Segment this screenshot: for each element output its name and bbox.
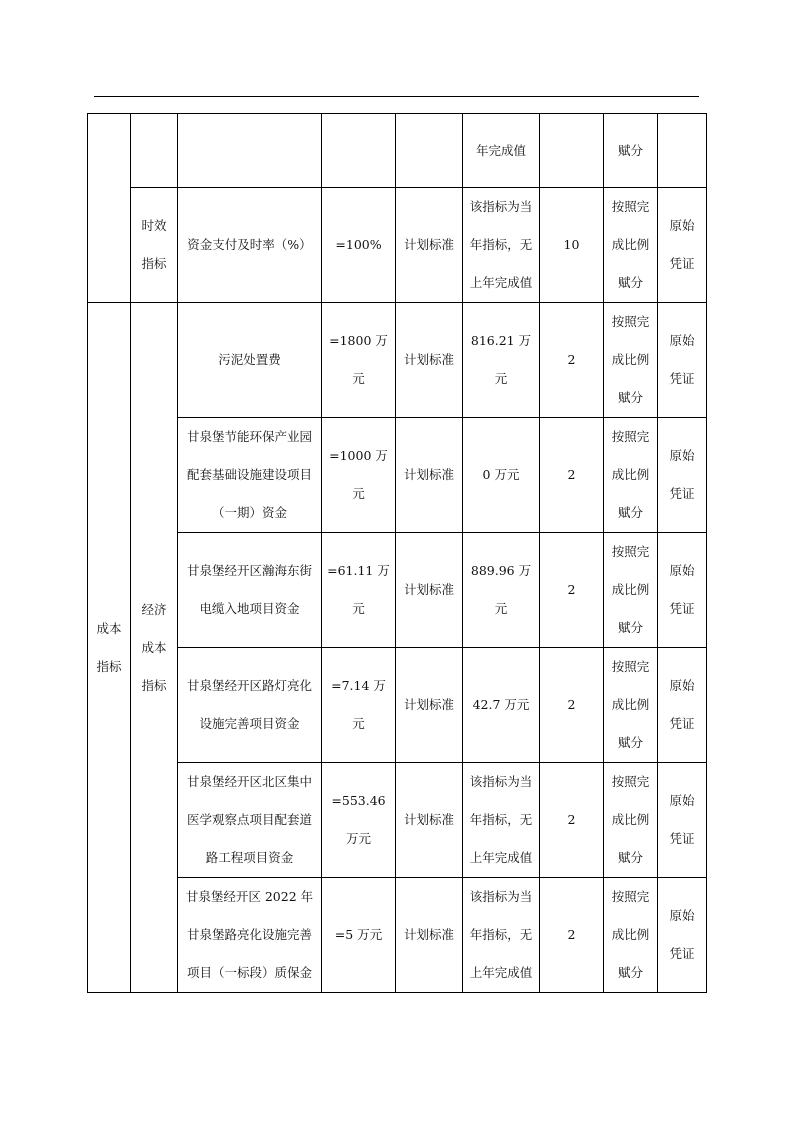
level2-cell: 经济成本指标 — [131, 303, 178, 993]
indicator-cell: 甘泉堡经开区北区集中医学观察点项目配套道路工程项目资金 — [178, 763, 322, 878]
standard-cell: 计划标准 — [396, 533, 463, 648]
indicator-cell: 甘泉堡经开区 2022 年甘泉堡路亮化设施完善项目（一标段）质保金 — [178, 878, 322, 993]
annual-cell: 816.21 万元 — [463, 303, 540, 418]
indicator-cell: 甘泉堡节能环保产业园配套基础设施建设项目（一期）资金 — [178, 418, 322, 533]
score-cell: 2 — [540, 648, 604, 763]
source-cell: 原始凭证 — [658, 648, 707, 763]
method-cell: 按照完成比例赋分 — [604, 763, 658, 878]
indicator-cell: 资金支付及时率（%） — [178, 188, 322, 303]
value-cell: =100% — [322, 188, 396, 303]
table-row — [88, 303, 707, 418]
value-cell — [322, 114, 396, 188]
annual-cell: 42.7 万元 — [463, 648, 540, 763]
source-cell: 原始凭证 — [658, 418, 707, 533]
source-cell: 原始凭证 — [658, 188, 707, 303]
level2-cell: 时效指标 — [131, 188, 178, 303]
annual-cell: 0 万元 — [463, 418, 540, 533]
score-cell — [540, 114, 604, 188]
level2-cell-empty — [131, 114, 178, 188]
standard-cell: 计划标准 — [396, 878, 463, 993]
table-row — [88, 878, 707, 993]
standard-cell: 计划标准 — [396, 188, 463, 303]
score-cell: 2 — [540, 763, 604, 878]
score-cell: 2 — [540, 418, 604, 533]
value-cell: =553.46 万元 — [322, 763, 396, 878]
method-cell: 按照完成比例赋分 — [604, 188, 658, 303]
annual-cell: 该指标为当年指标，无上年完成值 — [463, 878, 540, 993]
method-cell: 按照完成比例赋分 — [604, 418, 658, 533]
score-cell: 2 — [540, 533, 604, 648]
table-row — [88, 114, 707, 188]
method-cell: 按照完成比例赋分 — [604, 303, 658, 418]
method-cell: 按照完成比例赋分 — [604, 648, 658, 763]
indicator-cell: 甘泉堡经开区路灯亮化设施完善项目资金 — [178, 648, 322, 763]
source-cell: 原始凭证 — [658, 303, 707, 418]
indicator-cell: 污泥处置费 — [178, 303, 322, 418]
annual-cell: 该指标为当年指标，无上年完成值 — [463, 763, 540, 878]
value-cell: =7.14 万元 — [322, 648, 396, 763]
standard-cell: 计划标准 — [396, 418, 463, 533]
value-cell: =1800 万元 — [322, 303, 396, 418]
table-row — [88, 533, 707, 648]
level1-cell-empty — [88, 114, 131, 303]
annual-cell: 该指标为当年指标，无上年完成值 — [463, 188, 540, 303]
source-cell: 原始凭证 — [658, 878, 707, 993]
standard-cell: 计划标准 — [396, 303, 463, 418]
method-cell: 按照完成比例赋分 — [604, 533, 658, 648]
standard-cell — [396, 114, 463, 188]
standard-cell: 计划标准 — [396, 763, 463, 878]
annual-cell: 889.96 万元 — [463, 533, 540, 648]
table-row — [88, 648, 707, 763]
header-rule — [94, 96, 699, 97]
score-cell: 2 — [540, 878, 604, 993]
table-row — [88, 188, 707, 303]
value-cell: =5 万元 — [322, 878, 396, 993]
performance-indicator-table — [87, 113, 707, 993]
score-cell: 10 — [540, 188, 604, 303]
source-cell: 原始凭证 — [658, 533, 707, 648]
value-cell: =1000 万元 — [322, 418, 396, 533]
source-cell: 原始凭证 — [658, 763, 707, 878]
method-cell: 按照完成比例赋分 — [604, 878, 658, 993]
score-cell: 2 — [540, 303, 604, 418]
source-cell — [658, 114, 707, 188]
standard-cell: 计划标准 — [396, 648, 463, 763]
level1-cell: 成本指标 — [88, 303, 131, 993]
indicator-cell-empty — [178, 114, 322, 188]
method-cell: 赋分 — [604, 114, 658, 188]
indicator-cell: 甘泉堡经开区瀚海东街电缆入地项目资金 — [178, 533, 322, 648]
value-cell: =61.11 万元 — [322, 533, 396, 648]
table-row — [88, 418, 707, 533]
annual-cell: 年完成值 — [463, 114, 540, 188]
table-row — [88, 763, 707, 878]
